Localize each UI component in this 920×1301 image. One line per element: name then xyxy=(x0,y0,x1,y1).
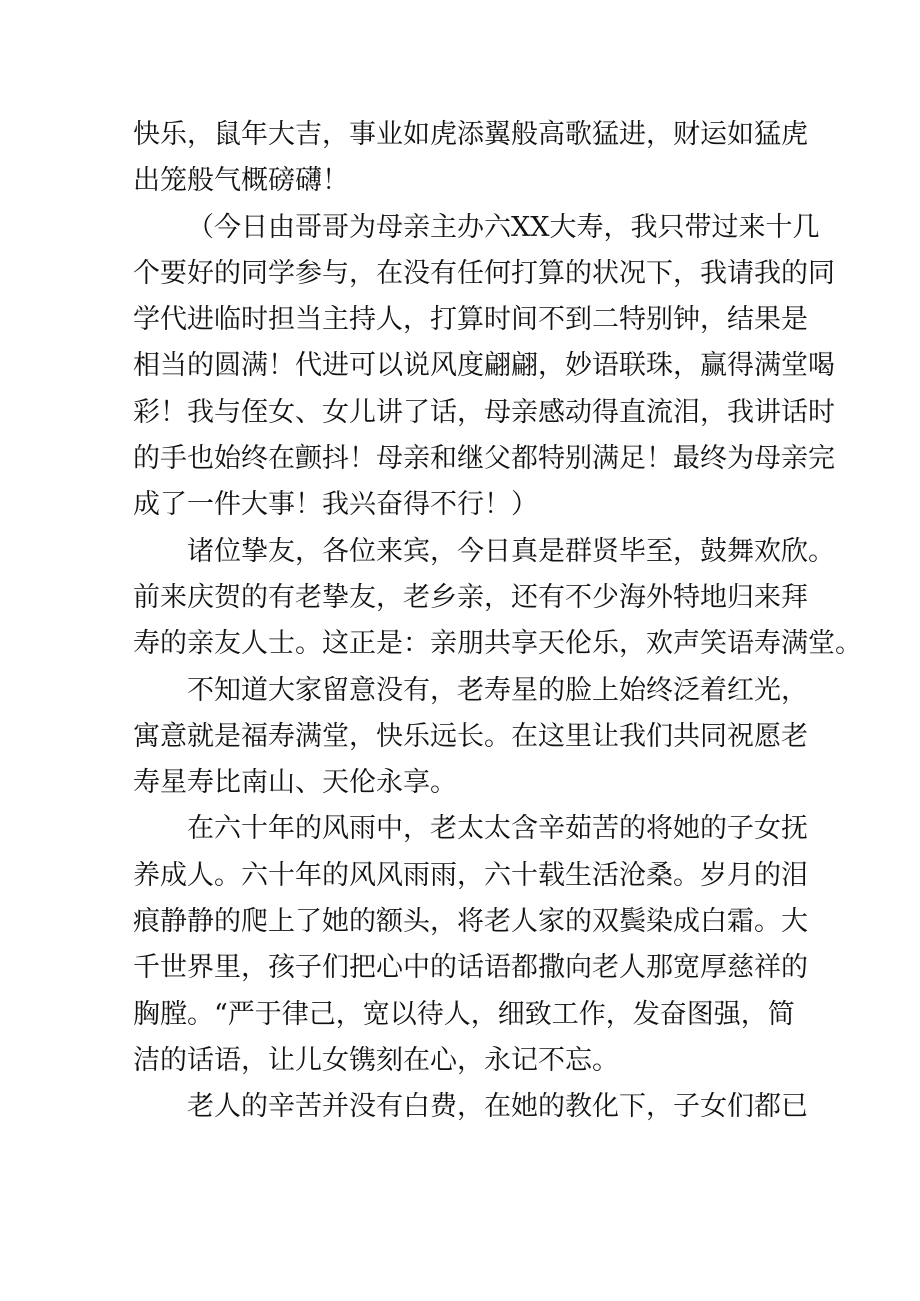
text-line: 寓意就是福寿满堂，快乐远长。在这里让我们共同祝愿老 xyxy=(133,720,808,752)
paragraph-6 xyxy=(133,1084,813,1130)
text-line: 洁的话语，让儿女镌刻在心，永记不忘。 xyxy=(133,1044,619,1076)
text-line: 的手也始终在颤抖！母亲和继父都特别满足！最终为母亲完 xyxy=(133,443,835,475)
text-line: 痕静静的爬上了她的额头，将老人家的双鬓染成白霜。大 xyxy=(133,906,808,938)
text-line: （今日由哥哥为母亲主办六XX大寿，我只带过来十几 xyxy=(187,211,820,243)
text-line: 快乐，鼠年大吉，事业如虎添翼般高歌猛进，财运如猛虎 xyxy=(133,119,808,150)
text-line: 前来庆贺的有老挚友，老乡亲，还有不少海外特地归来拜 xyxy=(133,581,808,613)
text-line: 学代进临时担当主持人，打算时间不到二特别钟，结果是 xyxy=(133,304,808,336)
paragraph-3 xyxy=(133,529,862,668)
text-line: 成了一件大事！我兴奋得不行！） xyxy=(133,489,538,521)
body-text xyxy=(133,112,862,1131)
paragraph-4 xyxy=(133,668,813,807)
text-line: 不知道大家留意没有，老寿星的脸上始终泛着红光， xyxy=(187,674,808,706)
paragraph-1 xyxy=(133,112,813,205)
text-line: 养成人。六十年的风风雨雨，六十载生活沧桑。岁月的泪 xyxy=(133,859,808,891)
paragraph-5 xyxy=(133,806,813,1084)
text-line: 在六十年的风雨中，老太太含辛茹苦的将她的子女抚 xyxy=(187,813,808,845)
paragraph-2 xyxy=(133,205,835,529)
text-line: 老人的辛苦并没有白费，在她的教化下，子女们都已 xyxy=(187,1091,808,1123)
text-line: 寿星寿比南山、天伦永享。 xyxy=(133,767,457,799)
text-line: 胸膛。“严于律己，宽以待人，细致工作，发奋图强，简 xyxy=(133,998,795,1030)
text-line: 千世界里，孩子们把心中的话语都撒向老人那宽厚慈祥的 xyxy=(133,952,808,984)
text-line: 个要好的同学参与，在没有任何打算的状况下，我请我的同 xyxy=(133,257,835,289)
text-line: 出笼般气概磅礴！ xyxy=(133,165,349,197)
text-line: 相当的圆满！代进可以说风度翩翩，妙语联珠，赢得满堂喝 xyxy=(133,350,835,382)
text-line: 彩！我与侄女、女儿讲了话，母亲感动得直流泪，我讲话时 xyxy=(133,396,835,428)
text-line: 诸位挚友，各位来宾，今日真是群贤毕至，鼓舞欢欣。 xyxy=(187,535,835,567)
text-line: 寿的亲友人士。这正是：亲朋共享天伦乐，欢声笑语寿满堂。 xyxy=(133,628,862,660)
